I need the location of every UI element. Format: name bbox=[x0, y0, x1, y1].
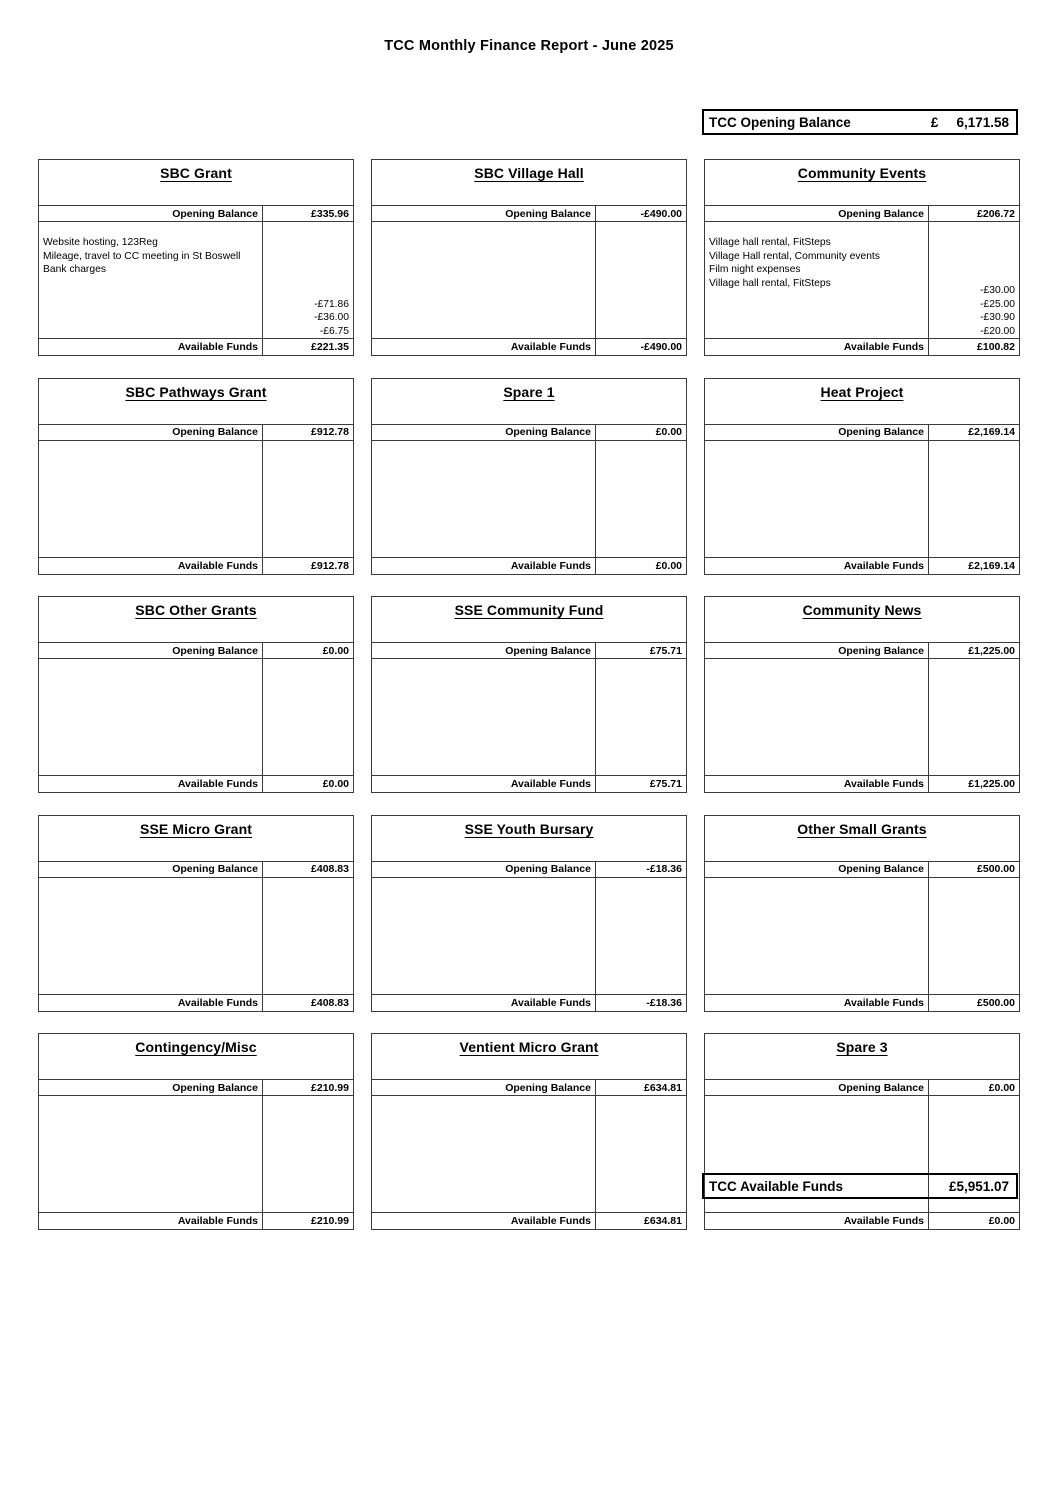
opening-balance-value: -£18.36 bbox=[646, 863, 682, 875]
available-funds-row bbox=[39, 1212, 353, 1229]
fund-box-row bbox=[38, 378, 1020, 575]
opening-balance-label: Opening Balance bbox=[838, 426, 924, 438]
fund-box-title-text: SSE Community Fund bbox=[454, 602, 604, 618]
fund-box-title bbox=[39, 379, 353, 424]
available-funds-value: £0.00 bbox=[322, 778, 349, 790]
fund-box-row bbox=[38, 1033, 1020, 1230]
fund-box bbox=[704, 815, 1020, 1012]
transactions-area bbox=[39, 1096, 353, 1212]
opening-balance-value: £634.81 bbox=[644, 1081, 682, 1094]
opening-balance-label: Opening Balance bbox=[172, 207, 258, 220]
available-funds-value: £2,169.14 bbox=[968, 559, 1015, 572]
opening-balance-value: £1,225.00 bbox=[968, 644, 1015, 657]
opening-balance-row bbox=[39, 642, 353, 659]
transaction-descriptions-cell bbox=[372, 878, 596, 994]
transactions-area bbox=[372, 878, 686, 994]
transaction-descriptions-cell bbox=[705, 878, 929, 994]
fund-box-title bbox=[705, 597, 1019, 642]
opening-balance-value: -£490.00 bbox=[640, 207, 682, 220]
fund-box bbox=[38, 815, 354, 1012]
available-funds-label-cell bbox=[39, 339, 263, 355]
opening-balance-label-cell bbox=[39, 206, 263, 221]
available-funds-value: -£18.36 bbox=[646, 996, 682, 1009]
opening-balance-row bbox=[705, 861, 1019, 878]
opening-balance-label: Opening Balance bbox=[172, 863, 258, 875]
fund-box bbox=[38, 159, 354, 356]
transaction-amounts-cell bbox=[929, 222, 1019, 338]
opening-balance-value-cell bbox=[929, 425, 1019, 440]
available-funds-label: Available Funds bbox=[177, 559, 258, 572]
fund-box-row bbox=[38, 815, 1020, 1012]
available-funds-row bbox=[39, 775, 353, 792]
available-funds-row bbox=[705, 557, 1019, 574]
opening-balance-label: Opening Balance bbox=[505, 644, 591, 657]
fund-box-title-text: SSE Micro Grant bbox=[140, 820, 252, 837]
opening-balance-label-cell bbox=[39, 643, 263, 658]
opening-balance-label: Opening Balance bbox=[505, 863, 591, 875]
transaction-description: Website hosting, 123Reg bbox=[43, 237, 158, 248]
available-funds-label: Available Funds bbox=[510, 778, 591, 790]
opening-balance-label-cell bbox=[705, 425, 929, 440]
available-funds-label: Available Funds bbox=[177, 341, 258, 353]
available-funds-label-cell bbox=[705, 339, 929, 355]
available-funds-row bbox=[39, 994, 353, 1011]
fund-box-row bbox=[38, 596, 1020, 793]
available-funds-label-cell bbox=[39, 995, 263, 1011]
opening-balance-row bbox=[372, 642, 686, 659]
fund-box-title-text: Spare 3 bbox=[836, 1039, 888, 1055]
opening-balance-value: £912.78 bbox=[311, 426, 349, 438]
fund-box-grid bbox=[38, 159, 1020, 1252]
opening-balance-row bbox=[705, 205, 1019, 222]
available-funds-value-cell bbox=[929, 776, 1019, 792]
opening-balance-value-cell bbox=[263, 425, 353, 440]
available-funds-row bbox=[705, 1212, 1019, 1229]
tcc-available-funds-bar bbox=[702, 1173, 1018, 1199]
opening-balance-label: Opening Balance bbox=[172, 644, 258, 657]
fund-box-title bbox=[39, 1034, 353, 1079]
available-funds-value-cell bbox=[929, 339, 1019, 355]
tcc-opening-balance-currency: £ bbox=[930, 114, 939, 130]
opening-balance-value: £408.83 bbox=[311, 863, 349, 875]
fund-box-title-text: SSE Youth Bursary bbox=[464, 820, 594, 837]
transaction-amounts-cell bbox=[929, 878, 1019, 994]
available-funds-label-cell bbox=[372, 1213, 596, 1229]
opening-balance-value: £0.00 bbox=[655, 426, 682, 438]
tcc-opening-balance-bar bbox=[702, 109, 1018, 135]
available-funds-row bbox=[705, 775, 1019, 792]
fund-box-title bbox=[705, 816, 1019, 861]
available-funds-row bbox=[372, 994, 686, 1011]
fund-box-title bbox=[372, 160, 686, 205]
fund-box-title-text: SBC Village Hall bbox=[474, 165, 584, 181]
opening-balance-row bbox=[372, 424, 686, 441]
opening-balance-row bbox=[39, 1079, 353, 1096]
opening-balance-row bbox=[372, 1079, 686, 1096]
available-funds-row bbox=[372, 557, 686, 574]
available-funds-value: £100.82 bbox=[977, 341, 1015, 353]
transaction-amounts-cell bbox=[596, 878, 686, 994]
opening-balance-label-cell bbox=[372, 425, 596, 440]
fund-box-title bbox=[372, 379, 686, 424]
transaction-amount: -£6.75 bbox=[319, 325, 349, 337]
available-funds-value: £0.00 bbox=[988, 1215, 1015, 1227]
opening-balance-label: Opening Balance bbox=[838, 644, 924, 657]
available-funds-value-cell bbox=[596, 995, 686, 1011]
fund-box bbox=[371, 1033, 687, 1230]
available-funds-value-cell bbox=[596, 1213, 686, 1229]
available-funds-value-cell bbox=[929, 558, 1019, 574]
fund-box-title-text: Ventient Micro Grant bbox=[459, 1039, 599, 1055]
transaction-description: Village hall rental, FitSteps bbox=[709, 277, 831, 289]
transactions-area bbox=[39, 222, 353, 338]
opening-balance-value-cell bbox=[263, 643, 353, 658]
opening-balance-value: £335.96 bbox=[311, 207, 349, 220]
available-funds-label: Available Funds bbox=[843, 559, 924, 572]
opening-balance-value: £0.00 bbox=[988, 1081, 1015, 1094]
tcc-available-funds-value: £5,951.07 bbox=[948, 1178, 1009, 1194]
transaction-descriptions-cell bbox=[39, 878, 263, 994]
available-funds-label: Available Funds bbox=[843, 996, 924, 1009]
opening-balance-row bbox=[39, 205, 353, 222]
opening-balance-value: £2,169.14 bbox=[968, 426, 1015, 438]
opening-balance-value-cell bbox=[929, 206, 1019, 221]
opening-balance-value-cell bbox=[263, 206, 353, 221]
fund-box-title bbox=[705, 379, 1019, 424]
available-funds-label-cell bbox=[39, 776, 263, 792]
available-funds-label: Available Funds bbox=[510, 996, 591, 1009]
fund-box-title-text: Spare 1 bbox=[503, 383, 555, 400]
available-funds-value: £634.81 bbox=[644, 1215, 682, 1227]
available-funds-value-cell bbox=[596, 558, 686, 574]
available-funds-value: £912.78 bbox=[311, 559, 349, 572]
available-funds-value: £408.83 bbox=[311, 996, 349, 1009]
opening-balance-row bbox=[705, 1079, 1019, 1096]
transaction-description: Village Hall rental, Community events bbox=[709, 250, 880, 262]
available-funds-value-cell bbox=[929, 995, 1019, 1011]
opening-balance-value: £0.00 bbox=[322, 644, 349, 657]
transaction-descriptions-cell bbox=[705, 222, 929, 338]
available-funds-value: -£490.00 bbox=[640, 341, 682, 353]
transaction-description: Mileage, travel to CC meeting in St Boswell bbox=[43, 250, 241, 262]
fund-box bbox=[704, 159, 1020, 356]
available-funds-row bbox=[705, 338, 1019, 355]
opening-balance-label: Opening Balance bbox=[505, 1081, 591, 1094]
transaction-descriptions-cell bbox=[39, 659, 263, 775]
transaction-description: Village hall rental, FitSteps bbox=[709, 237, 831, 248]
transaction-amounts-cell bbox=[929, 659, 1019, 775]
opening-balance-label-cell bbox=[705, 643, 929, 658]
available-funds-row bbox=[39, 557, 353, 574]
opening-balance-value: £75.71 bbox=[649, 644, 682, 657]
available-funds-value: £75.71 bbox=[649, 778, 682, 790]
tcc-available-funds-label: TCC Available Funds bbox=[709, 1178, 844, 1194]
transaction-amounts-cell bbox=[596, 1096, 686, 1212]
transaction-amounts-cell bbox=[596, 659, 686, 775]
opening-balance-label: Opening Balance bbox=[505, 426, 591, 438]
fund-box bbox=[38, 378, 354, 575]
available-funds-value-cell bbox=[263, 995, 353, 1011]
opening-balance-value-cell bbox=[596, 425, 686, 440]
transactions-area bbox=[372, 222, 686, 338]
available-funds-label: Available Funds bbox=[510, 341, 591, 353]
opening-balance-label-cell bbox=[372, 1080, 596, 1095]
opening-balance-row bbox=[372, 861, 686, 878]
available-funds-label-cell bbox=[372, 995, 596, 1011]
opening-balance-label: Opening Balance bbox=[172, 426, 258, 438]
available-funds-label-cell bbox=[372, 558, 596, 574]
available-funds-value-cell bbox=[596, 776, 686, 792]
available-funds-value: £0.00 bbox=[655, 559, 682, 572]
transactions-area bbox=[39, 878, 353, 994]
transaction-descriptions-cell bbox=[372, 222, 596, 338]
opening-balance-label-cell bbox=[372, 206, 596, 221]
transaction-description: Film night expenses bbox=[709, 264, 801, 275]
transactions-area bbox=[39, 659, 353, 775]
opening-balance-value-cell bbox=[929, 862, 1019, 877]
transaction-amounts-cell bbox=[263, 222, 353, 338]
opening-balance-value-cell bbox=[596, 862, 686, 877]
available-funds-label-cell bbox=[372, 776, 596, 792]
fund-box-title-text: SBC Other Grants bbox=[135, 602, 257, 618]
transaction-description: Bank charges bbox=[43, 264, 106, 275]
fund-box-title bbox=[372, 597, 686, 642]
transaction-descriptions-cell bbox=[372, 1096, 596, 1212]
available-funds-label: Available Funds bbox=[177, 996, 258, 1009]
available-funds-value: £500.00 bbox=[977, 996, 1015, 1009]
opening-balance-value-cell bbox=[929, 643, 1019, 658]
available-funds-value: £1,225.00 bbox=[968, 778, 1015, 790]
fund-box-title-text: SBC Grant bbox=[160, 165, 232, 181]
opening-balance-value-cell bbox=[263, 1080, 353, 1095]
fund-box-title bbox=[39, 597, 353, 642]
available-funds-row bbox=[372, 1212, 686, 1229]
available-funds-label-cell bbox=[705, 995, 929, 1011]
available-funds-label-cell bbox=[705, 1213, 929, 1229]
opening-balance-row bbox=[705, 642, 1019, 659]
opening-balance-value: £500.00 bbox=[977, 863, 1015, 875]
available-funds-value-cell bbox=[263, 1213, 353, 1229]
fund-box-title-text: Community News bbox=[802, 602, 922, 618]
available-funds-label-cell bbox=[39, 558, 263, 574]
available-funds-value: £210.99 bbox=[311, 1215, 349, 1227]
tcc-opening-balance-value: 6,171.58 bbox=[956, 114, 1009, 130]
transactions-area bbox=[705, 441, 1019, 557]
transactions-area bbox=[705, 222, 1019, 338]
available-funds-label: Available Funds bbox=[177, 1215, 258, 1227]
transaction-amounts-cell bbox=[263, 659, 353, 775]
opening-balance-label-cell bbox=[39, 425, 263, 440]
transaction-amounts-cell bbox=[263, 441, 353, 557]
opening-balance-value-cell bbox=[596, 1080, 686, 1095]
page-title: TCC Monthly Finance Report - June 2025 bbox=[384, 38, 674, 54]
transaction-descriptions-cell bbox=[39, 1096, 263, 1212]
transactions-area bbox=[372, 1096, 686, 1212]
available-funds-row bbox=[39, 338, 353, 355]
transaction-descriptions-cell bbox=[705, 659, 929, 775]
opening-balance-label: Opening Balance bbox=[172, 1081, 258, 1094]
fund-box bbox=[704, 1033, 1020, 1230]
available-funds-label: Available Funds bbox=[843, 778, 924, 790]
fund-box-title-text: Other Small Grants bbox=[797, 820, 927, 837]
available-funds-label: Available Funds bbox=[510, 1215, 591, 1227]
fund-box-title bbox=[39, 816, 353, 861]
opening-balance-row bbox=[39, 424, 353, 441]
opening-balance-value-cell bbox=[596, 643, 686, 658]
opening-balance-value-cell bbox=[929, 1080, 1019, 1095]
transactions-area bbox=[372, 441, 686, 557]
transaction-amounts-cell bbox=[263, 878, 353, 994]
available-funds-label: Available Funds bbox=[843, 341, 924, 353]
opening-balance-label-cell bbox=[39, 1080, 263, 1095]
opening-balance-row bbox=[705, 424, 1019, 441]
opening-balance-label-cell bbox=[372, 643, 596, 658]
opening-balance-row bbox=[372, 205, 686, 222]
fund-box-title bbox=[372, 1034, 686, 1079]
fund-box bbox=[371, 378, 687, 575]
opening-balance-label-cell bbox=[372, 862, 596, 877]
transactions-area bbox=[372, 659, 686, 775]
fund-box bbox=[371, 596, 687, 793]
transaction-descriptions-cell bbox=[372, 659, 596, 775]
available-funds-value-cell bbox=[929, 1213, 1019, 1229]
available-funds-row bbox=[705, 994, 1019, 1011]
transaction-descriptions-cell bbox=[39, 441, 263, 557]
fund-box bbox=[38, 1033, 354, 1230]
opening-balance-row bbox=[39, 861, 353, 878]
available-funds-value-cell bbox=[263, 776, 353, 792]
transaction-amounts-cell bbox=[596, 441, 686, 557]
available-funds-value-cell bbox=[263, 558, 353, 574]
available-funds-label: Available Funds bbox=[843, 1215, 924, 1227]
fund-box-title bbox=[39, 160, 353, 205]
fund-box bbox=[38, 596, 354, 793]
opening-balance-label-cell bbox=[705, 862, 929, 877]
fund-box bbox=[704, 596, 1020, 793]
available-funds-label-cell bbox=[372, 339, 596, 355]
transaction-amount: -£30.90 bbox=[980, 312, 1015, 323]
available-funds-label-cell bbox=[705, 776, 929, 792]
opening-balance-label: Opening Balance bbox=[838, 1081, 924, 1094]
fund-box-row bbox=[38, 159, 1020, 356]
transaction-amounts-cell bbox=[263, 1096, 353, 1212]
transaction-descriptions-cell bbox=[372, 441, 596, 557]
transaction-amount: -£30.00 bbox=[980, 285, 1015, 296]
opening-balance-label-cell bbox=[705, 1080, 929, 1095]
tcc-opening-balance-label: TCC Opening Balance bbox=[709, 114, 851, 130]
available-funds-row bbox=[372, 775, 686, 792]
fund-box-title bbox=[705, 1034, 1019, 1079]
transactions-area bbox=[705, 878, 1019, 994]
available-funds-row bbox=[372, 338, 686, 355]
opening-balance-value-cell bbox=[263, 862, 353, 877]
fund-box-title bbox=[705, 160, 1019, 205]
fund-box-title bbox=[372, 816, 686, 861]
transaction-amounts-cell bbox=[596, 222, 686, 338]
available-funds-value-cell bbox=[596, 339, 686, 355]
available-funds-value: £221.35 bbox=[311, 341, 349, 353]
fund-box-title-text: SBC Pathways Grant bbox=[125, 383, 267, 400]
opening-balance-label-cell bbox=[705, 206, 929, 221]
transaction-amount: -£71.86 bbox=[314, 298, 349, 310]
opening-balance-value: £206.72 bbox=[977, 207, 1015, 220]
opening-balance-label: Opening Balance bbox=[505, 207, 591, 220]
transaction-amount: -£36.00 bbox=[314, 312, 349, 323]
transaction-amount: -£20.00 bbox=[980, 325, 1015, 337]
opening-balance-value-cell bbox=[596, 206, 686, 221]
available-funds-label: Available Funds bbox=[177, 778, 258, 790]
opening-balance-label: Opening Balance bbox=[838, 863, 924, 875]
transaction-descriptions-cell bbox=[705, 441, 929, 557]
available-funds-label-cell bbox=[39, 1213, 263, 1229]
transaction-amount: -£25.00 bbox=[980, 298, 1015, 310]
transactions-area bbox=[705, 659, 1019, 775]
transaction-descriptions-cell bbox=[39, 222, 263, 338]
opening-balance-label-cell bbox=[39, 862, 263, 877]
transactions-area bbox=[39, 441, 353, 557]
opening-balance-value: £210.99 bbox=[311, 1081, 349, 1094]
available-funds-label: Available Funds bbox=[510, 559, 591, 572]
transaction-amounts-cell bbox=[929, 441, 1019, 557]
fund-box bbox=[371, 159, 687, 356]
fund-box-title-text: Contingency/Misc bbox=[135, 1039, 257, 1055]
available-funds-label-cell bbox=[705, 558, 929, 574]
fund-box bbox=[704, 378, 1020, 575]
fund-box-title-text: Heat Project bbox=[820, 383, 904, 400]
fund-box bbox=[371, 815, 687, 1012]
fund-box-title-text: Community Events bbox=[797, 165, 927, 181]
opening-balance-label: Opening Balance bbox=[838, 207, 924, 220]
available-funds-value-cell bbox=[263, 339, 353, 355]
